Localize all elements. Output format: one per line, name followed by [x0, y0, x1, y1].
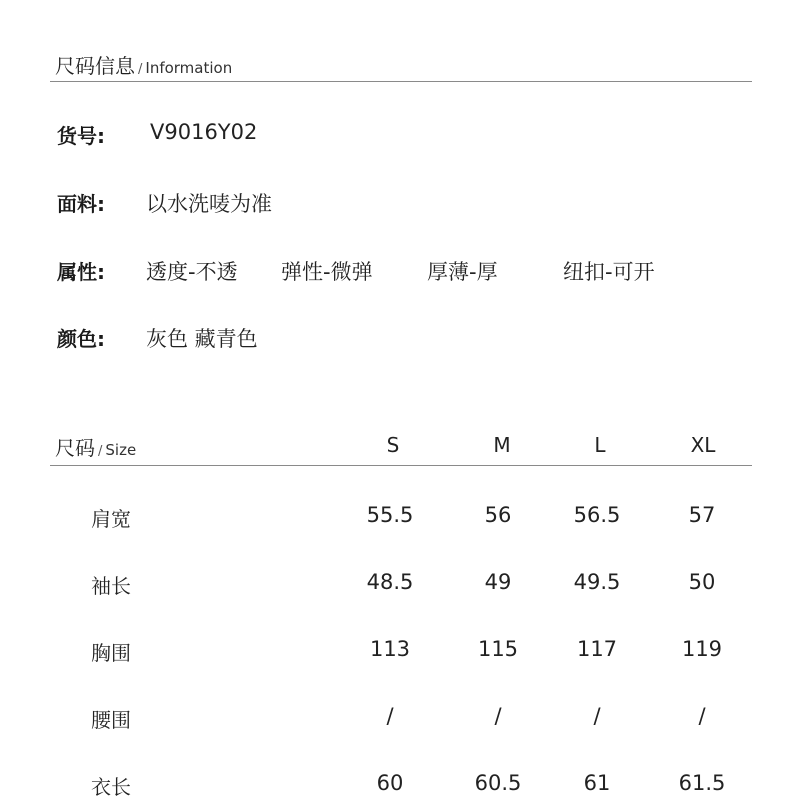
- cell-waist-l: /: [593, 704, 601, 728]
- cell-waist-s: /: [386, 704, 394, 728]
- cell-shoulder-xl: 57: [688, 503, 716, 527]
- cell-sleeve-m: 49: [484, 570, 512, 594]
- size-col-m: M: [493, 433, 511, 457]
- size-col-l: L: [594, 433, 606, 457]
- attributes-label: 属性:: [57, 260, 105, 284]
- size-title-en: Size: [105, 441, 137, 459]
- information-header: [55, 50, 232, 79]
- attribute-transparency: 透度-不透: [146, 260, 238, 284]
- cell-waist-m: /: [494, 704, 502, 728]
- attribute-thickness: 厚薄-厚: [427, 260, 498, 284]
- cell-chest-m: 115: [477, 637, 519, 661]
- information-title-en: Information: [145, 59, 233, 77]
- fabric-value: 以水洗唛为准: [146, 192, 272, 216]
- size-divider: [50, 465, 752, 466]
- size-title-slash: /: [98, 444, 103, 459]
- size-title-zh: 尺码: [55, 436, 95, 460]
- size-col-s: S: [386, 433, 400, 457]
- cell-length-m: 60.5: [474, 771, 522, 795]
- cell-length-l: 61: [583, 771, 611, 795]
- cell-shoulder-l: 56.5: [573, 503, 621, 527]
- cell-chest-xl: 119: [681, 637, 723, 661]
- information-title-slash: /: [138, 62, 143, 77]
- cell-length-s: 60: [376, 771, 404, 795]
- size-header: [55, 432, 136, 461]
- row-name-chest: 胸围: [91, 641, 131, 665]
- cell-sleeve-s: 48.5: [366, 570, 414, 594]
- cell-sleeve-l: 49.5: [573, 570, 621, 594]
- information-title-zh: 尺码信息: [55, 54, 135, 78]
- sku-label: 货号:: [57, 124, 105, 148]
- sku-value: V9016Y02: [150, 120, 258, 144]
- attribute-buttons: 纽扣-可开: [563, 260, 655, 284]
- row-name-length: 衣长: [91, 775, 131, 799]
- color-value: 灰色 藏青色: [146, 327, 258, 351]
- cell-shoulder-s: 55.5: [366, 503, 414, 527]
- cell-length-xl: 61.5: [678, 771, 726, 795]
- cell-chest-s: 113: [369, 637, 411, 661]
- cell-shoulder-m: 56: [484, 503, 512, 527]
- attribute-elasticity: 弹性-微弹: [281, 260, 373, 284]
- cell-waist-xl: /: [698, 704, 706, 728]
- information-divider: [50, 81, 752, 82]
- cell-chest-l: 117: [576, 637, 618, 661]
- row-name-waist: 腰围: [91, 708, 131, 732]
- row-name-sleeve: 袖长: [91, 574, 131, 598]
- fabric-label: 面料:: [57, 192, 105, 216]
- row-name-shoulder: 肩宽: [91, 507, 131, 531]
- cell-sleeve-xl: 50: [688, 570, 716, 594]
- size-col-xl: XL: [690, 433, 716, 457]
- color-label: 颜色:: [57, 327, 105, 351]
